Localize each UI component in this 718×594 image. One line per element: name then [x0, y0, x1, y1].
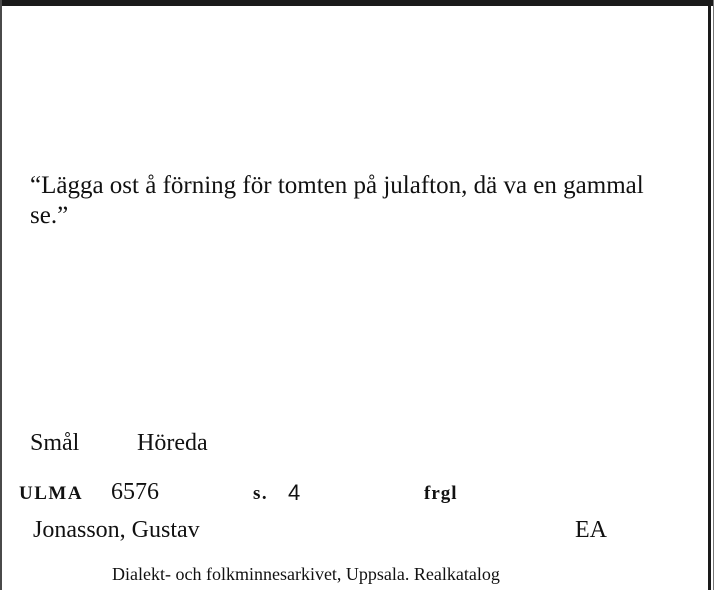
card-quote-text: “Lägga ost å förning för tomten på julafton, dä va en gammal se.”: [30, 172, 644, 229]
card-right-margin: [713, 0, 718, 590]
informant-row: [0, 517, 708, 547]
informant-name: Jonasson, Gustav: [33, 517, 200, 543]
location-row: [0, 430, 708, 460]
archive-row: [0, 479, 708, 509]
card-top-edge: [0, 0, 718, 6]
region-label: Smål: [30, 430, 80, 456]
category-code: frgl: [424, 483, 458, 504]
archive-code: ULMA: [19, 483, 84, 504]
page-label: s.: [253, 483, 269, 504]
collector-code: EA: [575, 517, 607, 543]
page-number: 4: [288, 480, 301, 505]
parish-label: Höreda: [137, 430, 208, 456]
record-number: 6576: [111, 479, 159, 505]
archive-footer: Dialekt- och folkminnesarkivet, Uppsala. Realkatalog: [112, 564, 500, 584]
card-right-edge: [708, 0, 711, 590]
